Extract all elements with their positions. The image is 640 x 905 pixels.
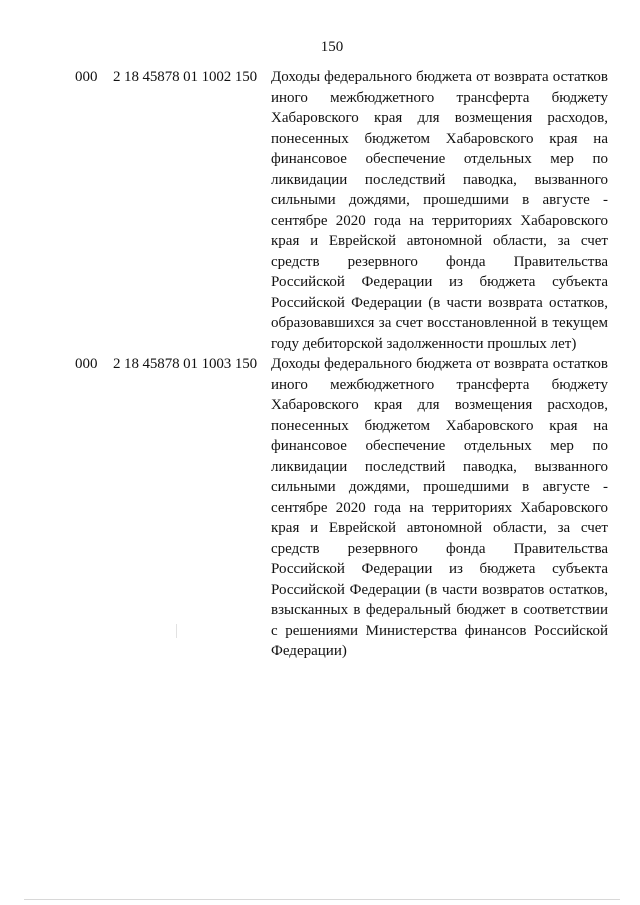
budget-code-table [75,67,610,662]
scan-artifact [176,624,177,638]
table-row [75,67,610,354]
table-row [75,354,610,662]
admin-code: 000 [75,69,98,85]
page-number: 150 [320,39,344,55]
budget-classification-code: 2 18 45878 01 1003 150 [113,356,258,372]
scan-edge-line [24,899,620,900]
budget-classification-code: 2 18 45878 01 1002 150 [113,69,258,85]
admin-code: 000 [75,356,98,372]
income-description: Доходы федерального бюджета от возврата остатков иного межбюджетного трансферта бюджету Хабаровского края для возмещения расходов, понесенных бюджетом Хабаровского края на финансовое обеспечение отдельных мер по ликвидации последствий паводка, вызванного сильными дождями, прошедшими в августе - сентябре 2020 года на территориях Хабаровского края и Еврейской автономной области, за счет средств резервного фонда Правительства Российской Федерации из бюджета субъекта Российской Федерации (в части возвратов остатков, взысканных в федеральный бюджет в соответствии с решениями Министерства финансов Российской Федерации) [271,356,608,659]
income-description: Доходы федерального бюджета от возврата остатков иного межбюджетного трансферта бюджету Хабаровского края для возмещения расходов, понесенных бюджетом Хабаровского края на финансовое обеспечение отдельных мер по ликвидации последствий паводка, вызванного сильными дождями, прошедшими в августе - сентябре 2020 года на территориях Хабаровского края и Еврейской автономной области, за счет средств резервного фонда Правительства Российской Федерации из бюджета субъекта Российской Федерации (в части возврата остатков, образовавшихся за счет восстановленной в текущем году дебиторской задолженности прошлых лет) [271,69,608,352]
